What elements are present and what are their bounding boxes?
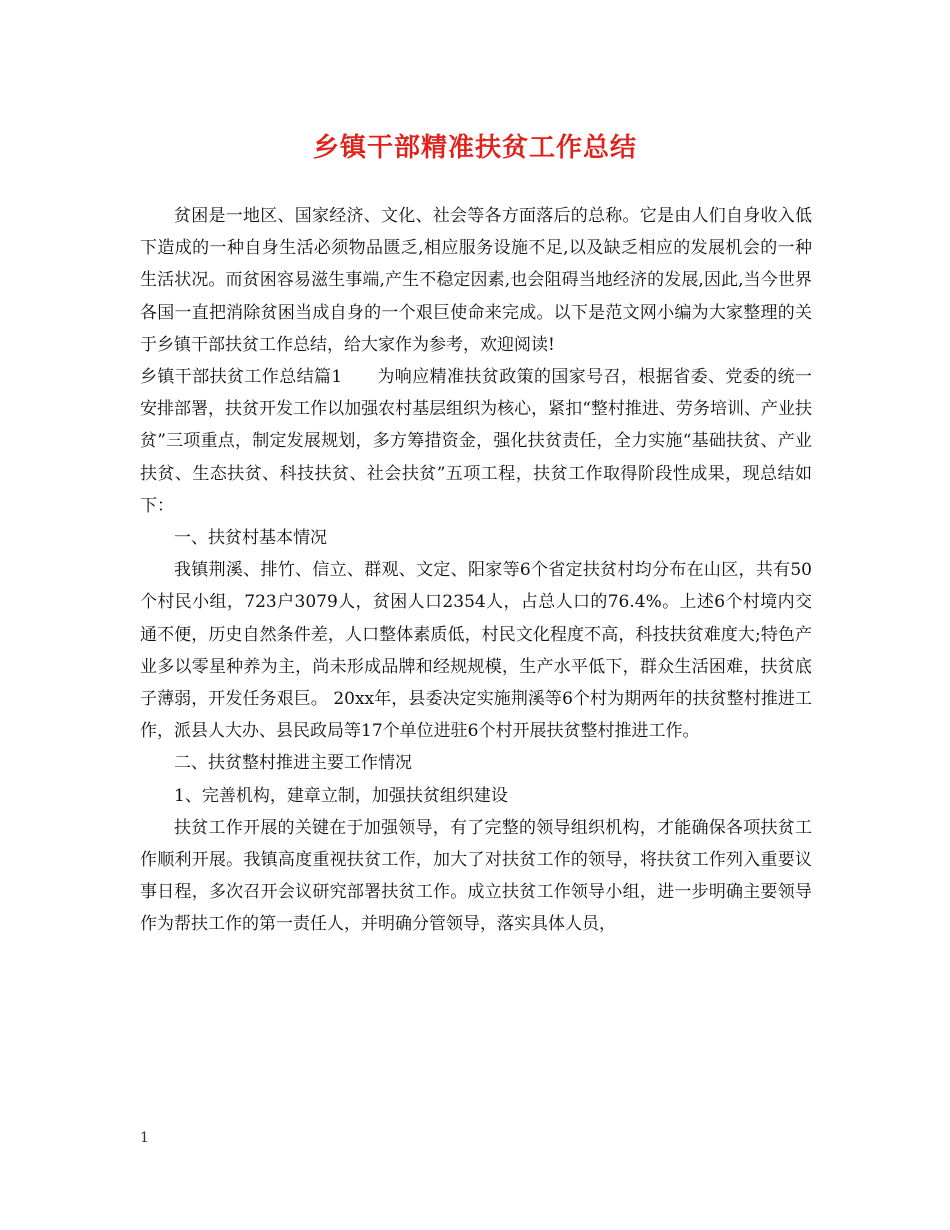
section-heading-basic-situation: 一、扶贫村基本情况 bbox=[174, 528, 327, 549]
section-heading-main-work: 二、扶贫整村推进主要工作情况 bbox=[174, 753, 412, 774]
page-number: 1 bbox=[140, 1130, 149, 1146]
subsection-heading-organization: 1、完善机构，建章立制，加强扶贫组织建设 bbox=[174, 785, 508, 806]
paragraph-part1-intro: 乡镇干部扶贫工作总结篇1 为响应精准扶贫政策的国家号召，根据省委、党委的统一安排部署，扶贫开发工作以加强农村基层组织为核心，紧扣“整村推进、劳务培训、产业扶贫”三项重点，制定发展规划，多方筹措资金，强化扶贫责任，全力实施“基础扶贫、产业扶贫、生态扶贫、科技扶贫、社会扶贫”五项工程，扶贫工作取得阶段性成果，现总结如下： bbox=[140, 367, 812, 516]
paragraph-basic-situation: 我镇荆溪、排竹、信立、群观、文定、阳家等6个省定扶贫村均分布在山区，共有50个村民小组，723户3079人，贫困人口2354人，占总人口的76.4%。上述6个村境内交通不便，历史自然条件差，人口整体素质低，村民文化程度不高，科技扶贫难度大;特色产业多以零星种养为主，尚未形成品牌和经规规模，生产水平低下，群众生活困难，扶贫底子薄弱，开发任务艰巨。 20xx年，县委决定实施荆溪等6个村为期两年的扶贫整村推进工作，派县人大办、县民政局等17个单位进驻6个村开展扶贫整村推进工作。 bbox=[140, 560, 812, 742]
document-title: 乡镇干部精准扶贫工作总结 bbox=[312, 133, 637, 163]
paragraph-organization: 扶贫工作开展的关键在于加强领导，有了完整的领导组织机构，才能确保各项扶贫工作顺利开展。我镇高度重视扶贫工作，加大了对扶贫工作的领导，将扶贫工作列入重要议事日程，多次召开会议研究部署扶贫工作。成立扶贫工作领导小组，进一步明确主要领导作为帮扶工作的第一责任人，并明确分管领导，落实具体人员， bbox=[140, 817, 812, 935]
document-body bbox=[140, 200, 812, 941]
paragraph-intro: 贫困是一地区、国家经济、文化、社会等各方面落后的总称。它是由人们自身收入低下造成的一种自身生活必须物品匮乏,相应服务设施不足,以及缺乏相应的发展机会的一种生活状况。而贫困容易滋生事端,产生不稳定因素,也会阻碍当地经济的发展,因此,当今世界各国一直把消除贫困当成自身的一个艰巨使命来完成。以下是范文网小编为大家整理的关于乡镇干部扶贫工作总结，给大家作为参考，欢迎阅读! bbox=[140, 206, 812, 355]
